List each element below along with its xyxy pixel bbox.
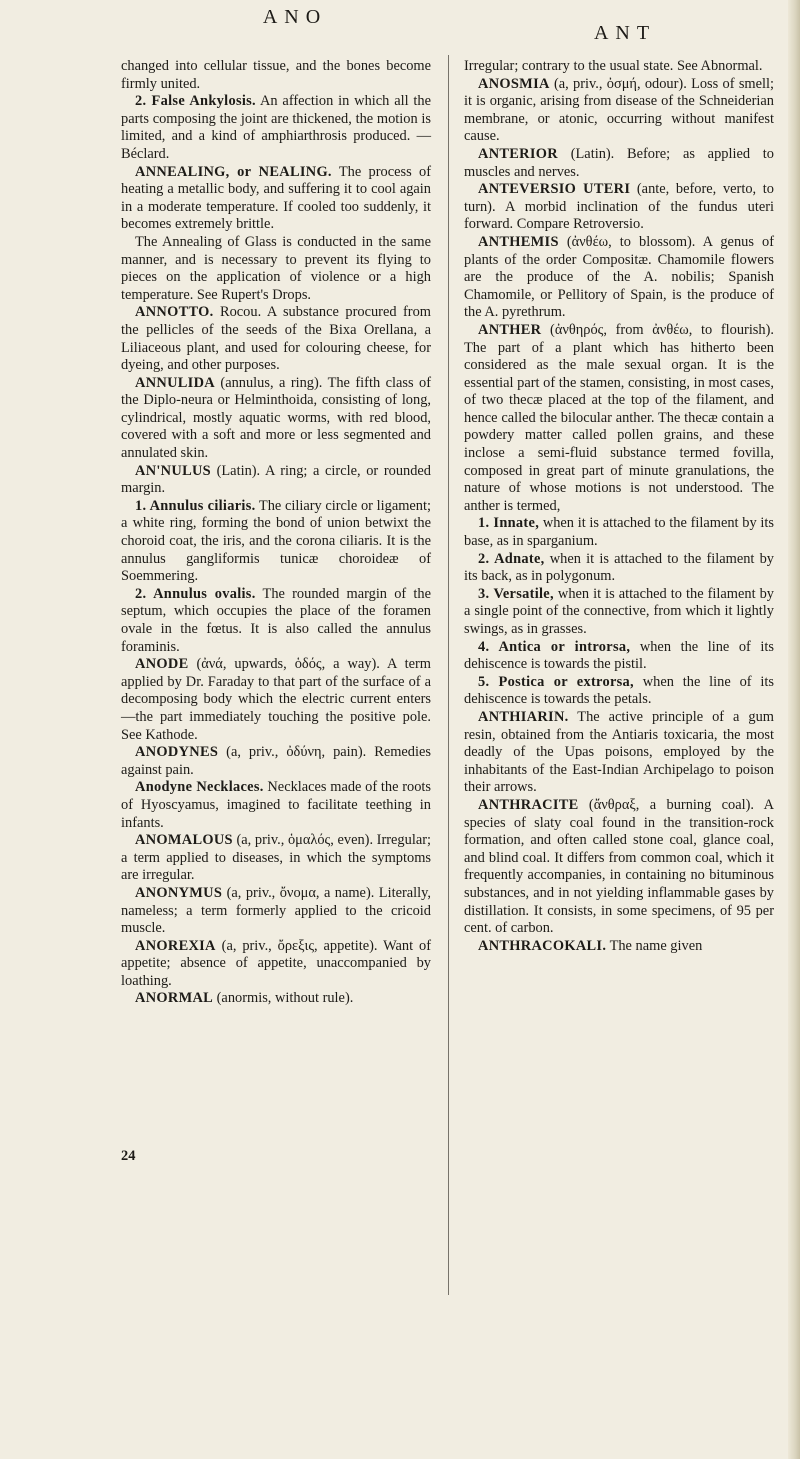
dictionary-entry <box>464 234 774 322</box>
entry-headword: 2. Annulus ovalis. <box>135 585 256 602</box>
dictionary-entry <box>464 674 774 709</box>
dictionary-entry <box>121 744 431 779</box>
entry-text: when the line of its dehiscence is towards the pistil. <box>464 638 774 673</box>
entry-headword: 1. Annulus ciliaris. <box>135 497 256 514</box>
entry-headword: ANOMALOUS <box>135 832 233 849</box>
entry-headword: ANNOTTO. <box>135 304 214 321</box>
entry-headword: ANODE <box>135 656 189 673</box>
entry-headword: ANTERIOR <box>478 145 558 162</box>
dictionary-entry <box>121 779 431 832</box>
entry-text: changed into cellular tissue, and the bones become firmly united. <box>121 58 431 92</box>
entry-text: (a, priv., ὁμαλός, even). Irregular; a term applied to diseases, in which the symptoms are irregular. <box>121 832 431 884</box>
right-column <box>464 58 774 955</box>
column-rule <box>448 55 449 1295</box>
entry-text: (ἀνθέω, to blossom). A genus of plants of the order Compositæ. Chamomile flowers are the produce of the A. nobilis; Spanish Chamomile, or Pellitory of Spain, is the produce of the A. pyrethrum. <box>464 233 774 321</box>
entry-headword: ANONYMUS <box>135 884 223 901</box>
dictionary-entry <box>121 234 431 304</box>
entry-headword: 3. Versatile, <box>478 585 554 602</box>
page-edge <box>788 0 800 1459</box>
dictionary-entry <box>121 586 431 656</box>
entry-headword: Anodyne Necklaces. <box>135 779 264 796</box>
dictionary-entry <box>121 463 431 498</box>
dictionary-entry <box>464 551 774 586</box>
dictionary-entry <box>121 832 431 885</box>
entry-headword: ANODYNES <box>135 744 219 761</box>
entry-text: when it is attached to the filament by its back, as in polygonum. <box>464 550 774 585</box>
dictionary-entry <box>464 709 774 797</box>
page-number: 24 <box>121 1148 136 1164</box>
entry-text: The Annealing of Glass is conducted in the same manner, and is necessary to prevent its flying to pieces on the application of violence or a high temperature. See Rupert's Drops. <box>121 233 431 303</box>
entry-text: when it is attached to the filament by its base, as in sparganium. <box>464 515 774 550</box>
dictionary-entry <box>464 181 774 234</box>
entry-text: (a, priv., ὄρεξις, appetite). Want of appetite; absence of appetite, unaccompanied by loathing. <box>121 937 431 989</box>
entry-headword: ANTHIARIN. <box>478 708 569 725</box>
dictionary-entry <box>464 515 774 550</box>
dictionary-entry <box>464 938 774 956</box>
dictionary-entry <box>121 164 431 234</box>
entry-text: Necklaces made of the roots of Hyoscyamus, imagined to facilitate teething in infants. <box>121 779 432 831</box>
entry-headword: ANOSMIA <box>478 75 550 92</box>
entry-headword: ANNULIDA <box>135 374 215 391</box>
entry-headword: ANTEVERSIO UTERI <box>478 181 631 198</box>
dictionary-entry <box>121 498 431 586</box>
entry-headword: 1. Innate, <box>478 515 540 532</box>
entry-headword: ANORMAL <box>135 990 214 1007</box>
entry-headword: 2. Adnate, <box>478 550 545 567</box>
entry-text: when the line of its dehiscence is towards the petals. <box>464 673 774 708</box>
entry-text: Rocou. A substance procured from the pellicles of the seeds of the Bixa Orellana, a Liliaceous plant, and used for colouring cheese, for dyeing, and other purposes. <box>121 304 431 374</box>
entry-text: (Latin). A ring; a circle, or rounded margin. <box>121 462 431 497</box>
entry-text: The rounded margin of the septum, which occupies the place of the foramen ovale in the fœtus. It is also called the annulus foraminis. <box>121 585 431 655</box>
dictionary-entry <box>121 656 431 744</box>
running-head-right: ANT <box>593 22 657 44</box>
entry-text: The process of heating a metallic body, and suffering it to cool again in a moderate temperature. If cooled too suddenly, it becomes extremely brittle. <box>121 163 431 233</box>
entry-text: The active principle of a gum resin, obtained from the Antiaris toxicaria, the most deadly of the Upas poisons, employed by the inhabitants of the East-Indian Archipelago to poison their arrows. <box>464 708 774 796</box>
dictionary-entry <box>464 586 774 639</box>
dictionary-entry <box>121 93 431 163</box>
entry-text: (a, priv., ὀσμή, odour). Loss of smell; it is organic, arising from disease of the Schneiderian membrane, or atonic, occurring without manifest cause. <box>464 75 774 145</box>
entry-headword: ANTHRACITE <box>478 796 579 813</box>
entry-text: (a, priv., ὀδύνη, pain). Remedies against pain. <box>121 744 431 778</box>
entry-headword: ANTHRACOKALI. <box>478 937 607 954</box>
entry-text: An affection in which all the parts composing the joint are thickened, the motion is limited, and a kind of amphiarthrosis produced. — Béclard. <box>121 93 431 162</box>
dictionary-entry <box>121 58 431 93</box>
entry-headword: ANNEALING, or NEALING. <box>135 163 332 180</box>
dictionary-entry <box>121 990 431 1008</box>
entry-text: (annulus, a ring). The fifth class of the Diplo-neura or Helminthoida, consisting of long, cylindrical, mostly aquatic worms, with red blood, covered with a soft and more or less segmented and annulated skin. <box>121 374 431 462</box>
entry-text: (Latin). Before; as applied to muscles and nerves. <box>464 145 774 180</box>
dictionary-entry <box>121 885 431 938</box>
dictionary-entry <box>464 322 774 516</box>
entry-headword: 4. Antica or introrsa, <box>478 638 631 655</box>
entry-text: (anormis, without rule). <box>213 990 354 1007</box>
left-column <box>121 58 431 1008</box>
dictionary-entry <box>121 375 431 463</box>
entry-text: (ante, before, verto, to turn). A morbid inclination of the fundus uteri forward. Compare Retroversio. <box>464 181 774 233</box>
dictionary-entry <box>464 639 774 674</box>
entry-headword: AN'NULUS <box>135 462 211 479</box>
dictionary-entry <box>121 938 431 991</box>
entry-text: Irregular; contrary to the usual state. See Abnormal. <box>464 58 763 74</box>
entry-text: (ἀνθηρός, from ἀνθέω, to flourish). The part of a plant which has hitherto been considered as the male sexual organ. It is the essential part of the stamen, consisting, in most cases, of two thecæ placed at the top of the filament, and hence called the bilocular anther. The thecæ contain a powdery matter called pollen grains, and these inclose a semi-fluid substance termed fovilla, composed in great part of minute granulations, the nature of whose motions is not understood. The anther is termed, <box>464 321 774 514</box>
entry-headword: ANTHER <box>478 321 542 338</box>
entry-headword: 2. False Ankylosis. <box>135 93 256 110</box>
dictionary-entry <box>121 304 431 374</box>
entry-headword: ANOREXIA <box>135 937 216 954</box>
dictionary-entry <box>464 76 774 146</box>
running-head-left: ANO <box>262 6 328 28</box>
entry-text: The name given <box>606 937 703 954</box>
dictionary-entry <box>464 797 774 938</box>
entry-text: when it is attached to the filament by a single point of the connective, from which it lightly swings, as in grasses. <box>464 585 774 637</box>
entry-text: (ἀνά, upwards, ὁδός, a way). A term applied by Dr. Faraday to that part of the surface of a decomposing body which the electric current enters—the part immediately touching the positive pole. See Kathode. <box>121 656 431 743</box>
entry-text: (ἄνθραξ, a burning coal). A species of slaty coal found in the transition-rock formation, and often called stone coal, glance coal, and blind coal. It differs from common coal, which it frequently accompanies, in containing no bituminous substances, and in not yielding inflammable gases by distillation. It consists, in some specimens, of 95 per cent. of carbon. <box>464 796 774 937</box>
entry-text: (a, priv., ὄνομα, a name). Literally, nameless; a term formerly applied to the cricoid muscle. <box>121 884 431 937</box>
entry-text: The ciliary circle or ligament; a white ring, forming the bond of union betwixt the choroid coat, the iris, and the corona ciliaris. It is the annulus gangliformis tunicæ choroideæ of Soemmering. <box>121 497 431 585</box>
dictionary-entry <box>464 58 774 76</box>
entry-headword: 5. Postica or extrorsa, <box>478 673 634 690</box>
dictionary-entry <box>464 146 774 181</box>
entry-headword: ANTHEMIS <box>478 233 559 250</box>
